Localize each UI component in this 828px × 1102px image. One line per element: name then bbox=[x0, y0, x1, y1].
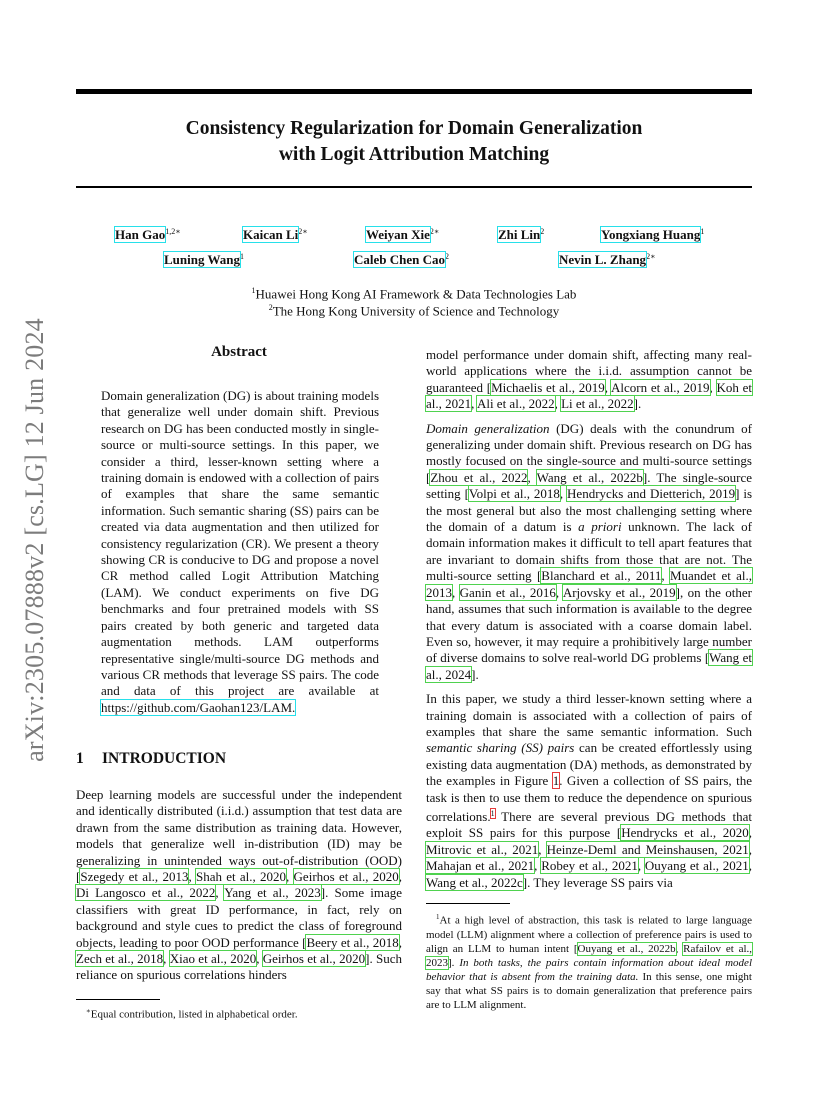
affiliation-mark: 2 bbox=[268, 303, 273, 312]
footnote-rule-right bbox=[426, 903, 510, 904]
citation[interactable]: Blanchard et al., 2011 bbox=[541, 568, 662, 584]
author-yongxiang-huang[interactable] bbox=[601, 224, 704, 243]
text: , bbox=[538, 841, 547, 857]
text: unknown. The lack of domain information makes it difficult to tell apart features that are invariant to domain shifts from those that are not. The multi-source setting [ bbox=[426, 519, 753, 584]
footnote-mark: ∗ bbox=[86, 1007, 91, 1015]
text: , bbox=[554, 396, 562, 412]
citation[interactable]: Robey et al., 2021 bbox=[541, 858, 638, 874]
text: ]. Such reliance on spurious correlations hinders bbox=[76, 951, 402, 983]
affiliation-2 bbox=[76, 299, 752, 319]
citation[interactable]: Mitrovic et al., 2021 bbox=[426, 841, 539, 857]
intro-paragraph-2 bbox=[426, 347, 752, 413]
author-caleb-chen-cao[interactable] bbox=[354, 249, 449, 268]
title-bottom-rule bbox=[76, 186, 752, 188]
citation[interactable]: Hendrycks et al., 2020 bbox=[621, 825, 749, 841]
text: ], on the other hand, assumes that such information is available to the degree that every datum is associated with a coarse domain label. Even so, however, it may require a prohibitively large number of diverse domains to solve real-world DG problems [ bbox=[426, 584, 753, 666]
citation[interactable]: Xiao et al., 2020 bbox=[169, 951, 257, 967]
footnote-reference[interactable]: 1 bbox=[490, 808, 495, 818]
text: ]. bbox=[448, 956, 460, 969]
text: , bbox=[709, 379, 717, 395]
footnote-1 bbox=[426, 910, 752, 1012]
author-name[interactable]: Zhi Lin bbox=[498, 227, 541, 242]
text: Deep learning models are successful under the independent and identically distributed (i.i.d.) assumption that test data are drawn from the same distribution as training data. However, models that generalize well in-distribution (ID) may be generalizing in unintended ways out-of-distribution (OOD) [ bbox=[76, 787, 402, 885]
footnote-text: Equal contribution, listed in alphabetical order. bbox=[90, 1008, 298, 1021]
section-title: INTRODUCTION bbox=[102, 750, 227, 767]
emphasis: Domain generalization bbox=[426, 420, 550, 436]
author-weiyan-xie[interactable] bbox=[366, 224, 439, 243]
text: , bbox=[534, 858, 542, 874]
text: , bbox=[675, 942, 684, 955]
text: ]. They leverage SS pairs via bbox=[522, 874, 673, 890]
author-name[interactable]: Han Gao bbox=[115, 227, 166, 242]
citation[interactable]: Wang et al., 2022b bbox=[536, 469, 643, 485]
text: , bbox=[748, 841, 752, 857]
author-nevin-zhang[interactable] bbox=[559, 249, 656, 268]
text: , bbox=[215, 885, 225, 901]
author-affiliation-mark: 2∗ bbox=[429, 227, 440, 236]
citation[interactable]: Hendrycks and Dietterich, 2019 bbox=[567, 486, 736, 502]
abstract-text: Domain generalization (DG) is about training models that generalize well under domain shift. Previous research on DG has been conducted mostly in single-source or multi-source settings. In this paper, we consider a third, lesser-known setting where a training domain is endowed with a collection of pairs of examples that share the same semantic information. Such semantic sharing (SS) pairs can be created via data augmentation and then utilized for consistency regularization (CR). We present a theory showing CR is conducive to DG and propose a novel CR method called Logit Attribution Matching (LAM). We conduct experiments on five DG benchmarks and four pretrained models with SS pairs created by both generic and targeted data augmentation methods. LAM outperforms representative single/multi-source DG methods and various CR methods that leverage SS pairs. The code and data of this project are available at bbox=[101, 388, 379, 699]
citation[interactable]: Geirhos et al., 2020 bbox=[262, 951, 366, 967]
author-name[interactable]: Weiyan Xie bbox=[366, 227, 430, 242]
figure-reference[interactable]: 1 bbox=[552, 773, 560, 789]
text: ]. bbox=[471, 666, 479, 682]
title-line-1: Consistency Regularization for Domain Generalization bbox=[185, 118, 643, 139]
text: can be created effortlessly using existing data augmentation (DA) methods, as demonstrated by the examples in Figure bbox=[426, 740, 752, 789]
text: , bbox=[163, 951, 170, 967]
intro-paragraph-1 bbox=[76, 787, 402, 984]
section-number: 1 bbox=[76, 750, 84, 767]
citation[interactable]: Ouyang et al., 2022b bbox=[577, 942, 676, 955]
citation[interactable]: Zhou et al., 2022 bbox=[430, 469, 528, 485]
text: There are several previous DG methods that exploit SS pairs for this purpose [ bbox=[426, 808, 752, 841]
intro-paragraph-3 bbox=[426, 421, 752, 684]
author-name[interactable]: Yongxiang Huang bbox=[601, 227, 701, 242]
affiliation-text: The Hong Kong University of Science and Technology bbox=[272, 303, 560, 319]
author-name[interactable]: Nevin L. Zhang bbox=[559, 252, 647, 267]
text: , bbox=[748, 825, 752, 841]
citation[interactable]: Zech et al., 2018 bbox=[76, 951, 164, 967]
intro-paragraph-4 bbox=[426, 691, 752, 891]
top-rule bbox=[76, 89, 752, 94]
text: , bbox=[471, 396, 477, 412]
text: , bbox=[555, 584, 563, 600]
citation[interactable]: Szegedy et al., 2013 bbox=[80, 869, 189, 885]
text: , bbox=[398, 869, 403, 885]
text: . Given a collection of SS pairs, the task is then to use them to reduce the dependence on spurious correlations. bbox=[426, 773, 752, 824]
author-luning-wang[interactable] bbox=[164, 249, 244, 268]
abstract-heading: Abstract bbox=[211, 344, 267, 360]
text: , bbox=[661, 568, 670, 584]
abstract-body bbox=[101, 388, 379, 716]
text: model performance under domain shift, affecting many real-world applications where the i.i.d. assumption cannot be guaranteed [ bbox=[426, 347, 752, 395]
title-line-2: with Logit Attribution Matching bbox=[278, 144, 550, 165]
text: , bbox=[559, 486, 568, 502]
citation[interactable]: Mahajan et al., 2021 bbox=[426, 858, 535, 874]
paper-title bbox=[76, 116, 752, 168]
author-name[interactable]: Caleb Chen Cao bbox=[354, 252, 446, 267]
author-affiliation-mark: 2 bbox=[540, 227, 545, 236]
text: ]. Some image classifiers with great ID performance, in fact, rely on background and style cues to predict the class of foreground objects, leading to poor OOD performance [ bbox=[76, 885, 402, 950]
citation[interactable]: Volpi et al., 2018 bbox=[468, 486, 560, 502]
author-kaican-li[interactable] bbox=[243, 224, 308, 243]
text: , bbox=[286, 869, 294, 885]
citation[interactable]: Beery et al., 2018 bbox=[306, 934, 399, 950]
author-zhi-lin[interactable] bbox=[498, 224, 544, 243]
section-heading-introduction bbox=[76, 750, 226, 768]
text: In this sense, one might say that what SS pairs is to domain generalization that preference pairs are to LLM alignment. bbox=[426, 970, 752, 1011]
citation[interactable]: Koh et al., 2021 bbox=[426, 379, 752, 412]
citation[interactable]: Ouyang et al., 2021 bbox=[644, 858, 749, 874]
footnote-mark: 1 bbox=[436, 913, 440, 921]
code-link[interactable]: https://github.com/Gaohan123/LAM. bbox=[101, 699, 296, 715]
author-name[interactable]: Kaican Li bbox=[243, 227, 299, 242]
citation[interactable]: Alcorn et al., 2019 bbox=[611, 379, 710, 395]
text: (DG) deals with the conundrum of generalizing under domain shift. Previous research on DG has mostly focused on the single-source and multi-source settings [ bbox=[426, 420, 752, 485]
text: , bbox=[527, 469, 537, 485]
footnote-text: At a high level of abstraction, this task is related to large language model (LLM) alignment where a collection of preference pairs is used to align an LLM to human intent [ bbox=[426, 914, 752, 955]
affiliation-mark: 1 bbox=[251, 286, 256, 295]
right-column-body bbox=[426, 347, 752, 899]
author-name[interactable]: Luning Wang bbox=[164, 252, 241, 267]
text: , bbox=[256, 951, 263, 967]
citation[interactable]: Ganin et al., 2016 bbox=[459, 584, 556, 600]
author-affiliation-mark: 1,2∗ bbox=[165, 227, 181, 236]
text: ]. The single-source setting [ bbox=[426, 469, 753, 502]
text: , bbox=[452, 584, 460, 600]
text: In this paper, we study a third lesser-known setting where a training domain is associated with a collection of pairs of examples that share the same semantic information. Such bbox=[426, 691, 752, 739]
footnote-equal-contribution bbox=[86, 1004, 402, 1022]
author-affiliation-mark: 2∗ bbox=[646, 252, 656, 261]
author-han-gao[interactable] bbox=[115, 224, 181, 243]
text: , bbox=[398, 934, 403, 950]
footnote-rule-left bbox=[76, 999, 160, 1000]
citation[interactable]: Wang et al., 2022c bbox=[426, 874, 523, 890]
citation[interactable]: Wang et al., 2024 bbox=[426, 650, 752, 682]
affiliation-text: Huawei Hong Kong AI Framework & Data Technologies Lab bbox=[255, 286, 577, 302]
citation[interactable]: Yang et al., 2023 bbox=[224, 885, 321, 901]
emphasis: In both tasks, the pairs contain information about ideal model behavior that is absent from the training data. bbox=[426, 956, 753, 983]
text: , bbox=[188, 869, 196, 885]
text: ]. bbox=[633, 396, 642, 412]
text: , bbox=[748, 858, 753, 874]
text: , bbox=[637, 858, 645, 874]
arxiv-identifier: arXiv:2305.07888v2 [cs.LG] 12 Jun 2024 bbox=[20, 318, 49, 762]
author-affiliation-mark: 1 bbox=[240, 252, 245, 261]
citation[interactable]: Geirhos et al., 2020 bbox=[293, 869, 399, 885]
author-affiliation-mark: 2∗ bbox=[298, 227, 308, 236]
text: ] is the most general but also the most challenging setting where the domain of a datum is bbox=[426, 486, 753, 535]
emphasis: semantic sharing (SS) pairs bbox=[426, 740, 575, 756]
citation[interactable]: Heinze-Deml and Meinshausen, 2021 bbox=[546, 841, 749, 857]
citation[interactable]: Michaelis et al., 2019 bbox=[491, 379, 605, 395]
citation[interactable]: Rafailov et al., 2023 bbox=[426, 942, 753, 969]
emphasis: a priori bbox=[578, 519, 622, 535]
citation[interactable]: Shah et al., 2020 bbox=[195, 869, 287, 885]
citation[interactable]: Di Langosco et al., 2022 bbox=[76, 885, 216, 901]
citation[interactable]: Arjovsky et al., 2019 bbox=[562, 584, 676, 600]
author-affiliation-mark: 2 bbox=[445, 252, 450, 261]
citation[interactable]: Muandet et al., 2013 bbox=[426, 568, 753, 600]
author-affiliation-mark: 1 bbox=[700, 227, 705, 236]
citation[interactable]: Ali et al., 2022 bbox=[476, 396, 555, 412]
text: , bbox=[604, 379, 612, 395]
citation[interactable]: Li et al., 2022 bbox=[561, 396, 634, 412]
